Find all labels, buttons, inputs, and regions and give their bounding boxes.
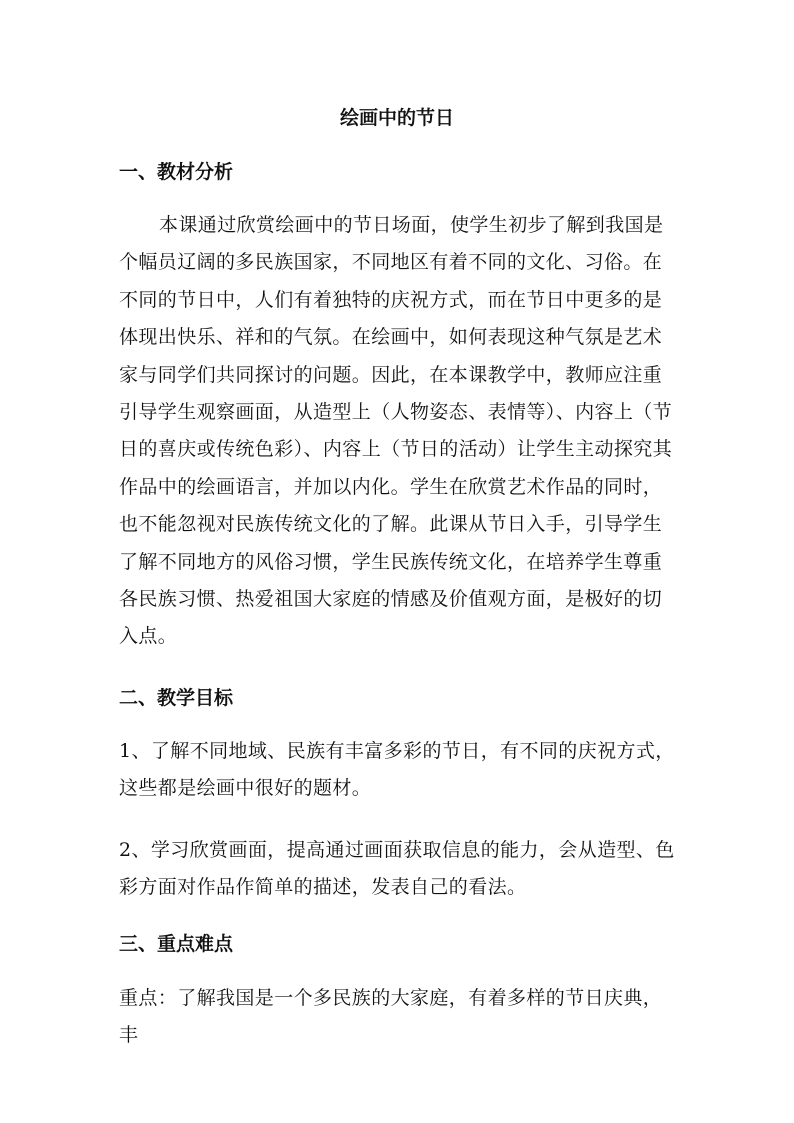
paragraph-goal-1: 1、了解不同地域、民族有丰富多彩的节日，有不同的庆祝方式，这些都是绘画中很好的题材。	[119, 740, 675, 800]
section-heading-key-points: 三、重点难点	[119, 933, 234, 955]
section-heading-textbook-analysis: 一、教材分析	[119, 161, 234, 183]
section-heading-teaching-goals: 二、教学目标	[119, 687, 234, 709]
paragraph-goal-2: 2、学习欣赏画面，提高通过画面获取信息的能力，会从造型、色彩方面对作品作简单的描述，发表自己的看法。	[119, 839, 675, 899]
document-title: 绘画中的节日	[339, 107, 454, 129]
paragraph-key-point: 重点：了解我国是一个多民族的大家庭，有着多样的节日庆典，丰	[119, 987, 663, 1047]
paragraph-textbook-analysis: 本课通过欣赏绘画中的节日场面，使学生初步了解到我国是个幅员辽阔的多民族国家，不同地区有着不同的文化、习俗。在不同的节日中，人们有着独特的庆祝方式，而在节日中更多的是体现出快乐、祥和的气氛。在绘画中，如何表现这种气氛是艺术家与同学们共同探讨的问题。因此，在本课教学中，教师应注重引导学生观察画面，从造型上（人物姿态、表情等）、内容上（节日的喜庆或传统色彩）、内容上（节日的活动）让学生主动探究其作品中的绘画语言，并加以内化。学生在欣赏艺术作品的同时，也不能忽视对民族传统文化的了解。此课从节日入手，引导学生了解不同地方的风俗习惯，学生民族传统文化，在培养学生尊重各民族习惯、热爱祖国大家庭的情感及价值观方面，是极好的切入点。	[119, 214, 673, 648]
